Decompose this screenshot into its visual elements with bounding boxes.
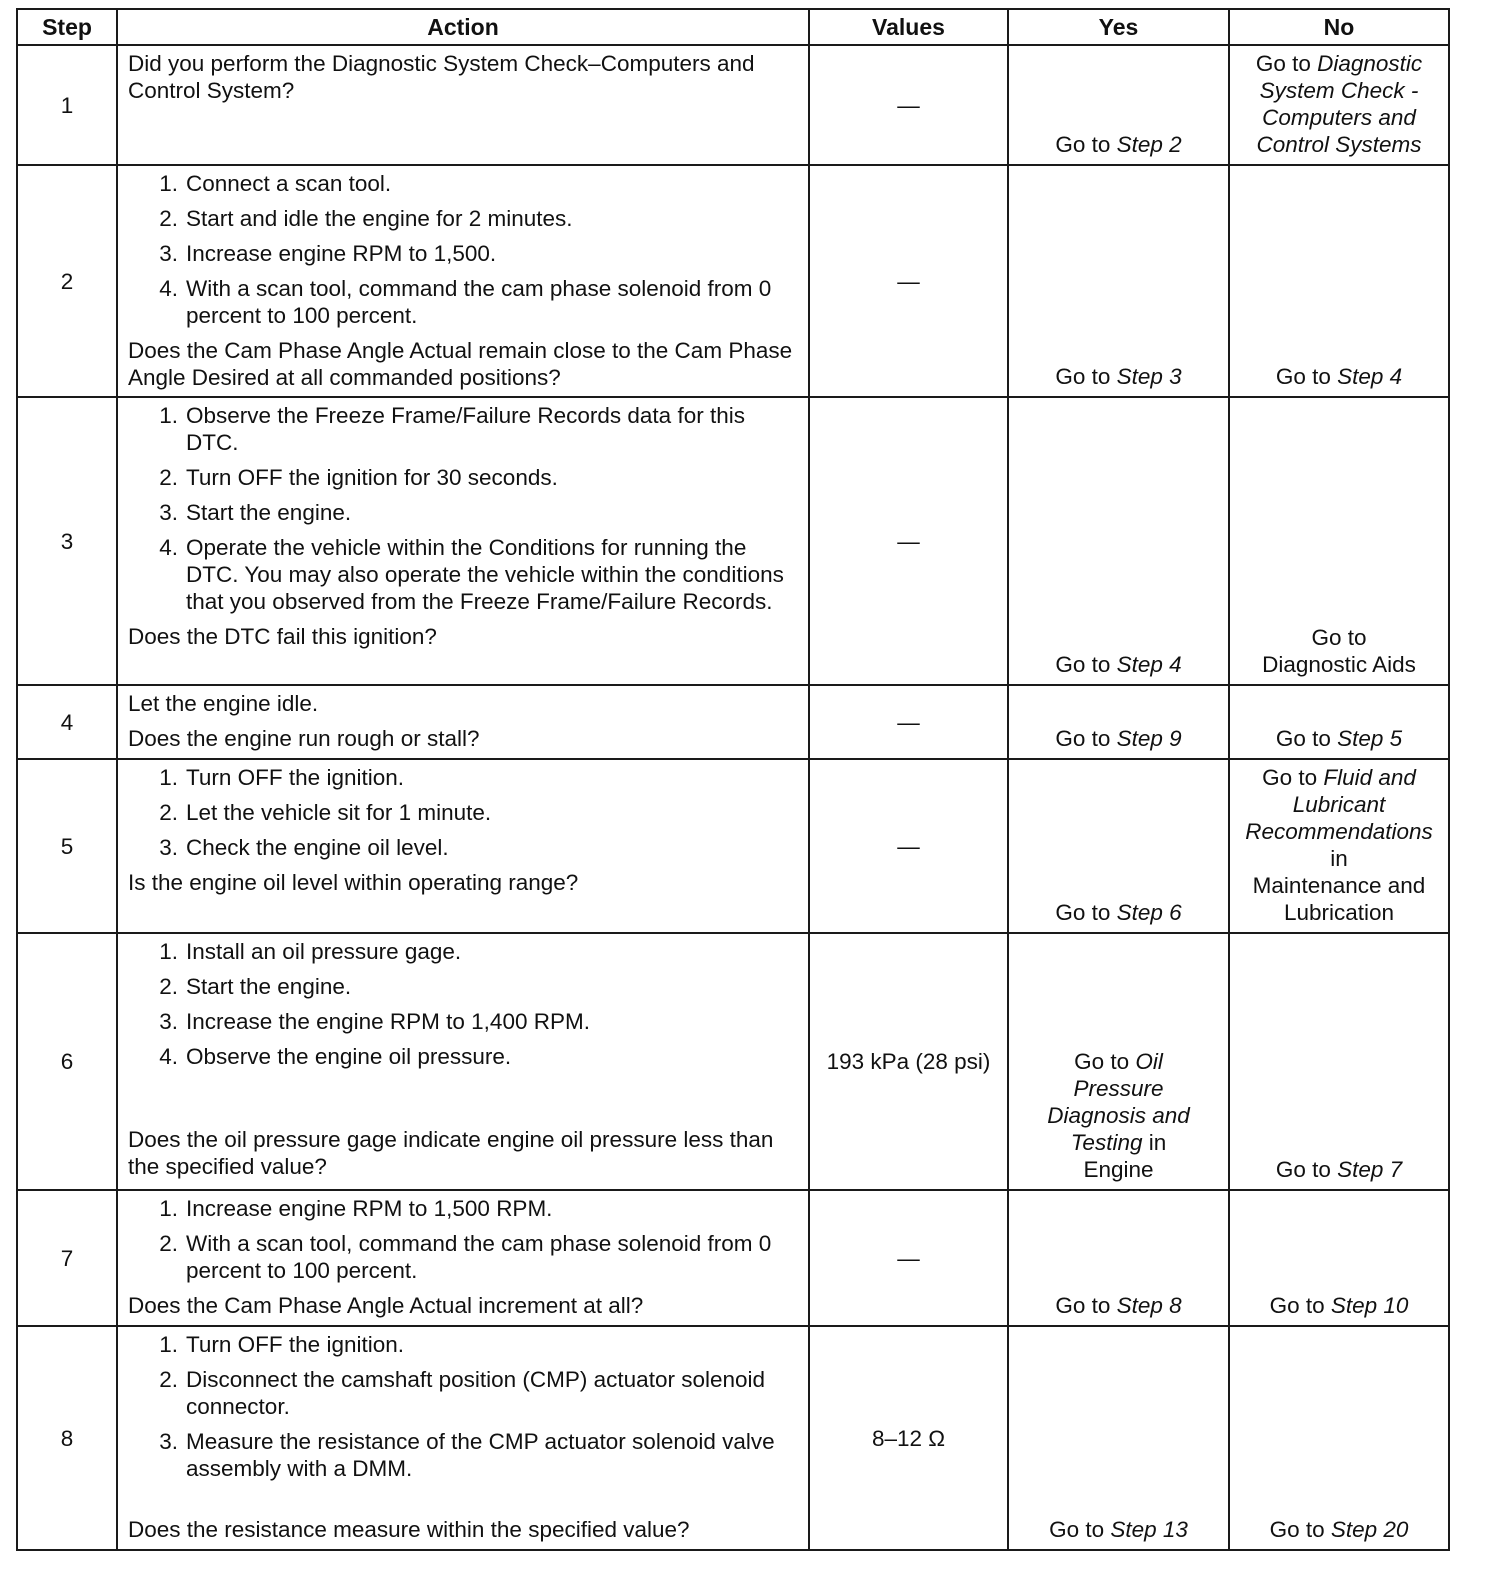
list-item: 2. Start the engine.: [159, 974, 352, 999]
fluid-link[interactable]: Recommendations: [1245, 819, 1433, 844]
yes-cell: [1008, 759, 1229, 933]
action-question: Does the oil pressure gage indicate engine oil pressure less than the specified value?: [128, 1127, 774, 1179]
list-item: 3. Check the engine oil level.: [159, 835, 449, 860]
go-to-text: Go to: [1311, 625, 1367, 650]
action-cell: [117, 759, 809, 933]
yes-cell: [1008, 685, 1229, 759]
yes-cell: [1008, 933, 1229, 1190]
action-question: Does the Cam Phase Angle Actual remain close to the Cam Phase Angle Desired at all commanded positions?: [128, 338, 793, 390]
table-row: [17, 685, 1449, 759]
list-item: 3. Start the engine.: [159, 500, 352, 525]
oil-pressure-link[interactable]: Pressure: [1073, 1076, 1164, 1101]
no-cell: [1229, 397, 1449, 685]
go-to-text: Go to: [1074, 1049, 1130, 1074]
go-to-text: Go to: [1275, 726, 1331, 751]
fluid-link[interactable]: Fluid and: [1323, 765, 1416, 790]
go-to-text: Go to: [1275, 364, 1331, 389]
go-to-text: Go to: [1055, 652, 1111, 677]
yes-cell: [1008, 45, 1229, 165]
no-text: in: [1330, 846, 1348, 871]
go-to-text: Go to: [1055, 364, 1111, 389]
table-row: [17, 759, 1449, 933]
action-cell: [117, 45, 809, 165]
step-number: 2: [17, 165, 117, 397]
no-text: Maintenance and: [1252, 873, 1426, 898]
step-number: 6: [17, 933, 117, 1190]
no-text: Lubrication: [1283, 900, 1395, 925]
values-cell: —: [809, 685, 1008, 759]
step-link[interactable]: Step 3: [1116, 364, 1182, 389]
list-item: 4. With a scan tool, command the cam phase solenoid from 0 percent to 100 percent.: [159, 276, 772, 328]
list-item: 4. Observe the engine oil pressure.: [159, 1044, 512, 1069]
list-item: 1. Observe the Freeze Frame/Failure Records data for this DTC.: [159, 403, 745, 455]
values-cell: 193 kPa (28 psi): [809, 933, 1008, 1190]
values-cell: —: [809, 45, 1008, 165]
step-link[interactable]: Step 13: [1110, 1517, 1188, 1542]
list-item: 3. Increase the engine RPM to 1,400 RPM.: [159, 1009, 590, 1034]
go-to-text: Go to: [1055, 132, 1111, 157]
values-cell: —: [809, 759, 1008, 933]
no-cell: [1229, 1190, 1449, 1326]
list-item: 2. Let the vehicle sit for 1 minute.: [159, 800, 492, 825]
action-question: Does the Cam Phase Angle Actual increment at all?: [128, 1293, 644, 1318]
oil-pressure-link[interactable]: Diagnosis and: [1047, 1103, 1190, 1128]
go-to-text: Go to: [1055, 900, 1111, 925]
header-values: Values: [809, 9, 1008, 45]
oil-pressure-link[interactable]: Testing: [1070, 1130, 1143, 1155]
list-item: 1. Install an oil pressure gage.: [159, 939, 462, 964]
yes-cell: [1008, 165, 1229, 397]
go-to-text: Go to: [1275, 1157, 1331, 1182]
action-cell: [117, 933, 809, 1190]
list-item: 3. Measure the resistance of the CMP actuator solenoid valve assembly with a DMM.: [159, 1429, 775, 1481]
action-question: Is the engine oil level within operating range?: [128, 870, 579, 895]
diagnostic-link[interactable]: Control Systems: [1256, 132, 1422, 157]
action-cell: [117, 165, 809, 397]
action-list: [128, 1195, 798, 1284]
header-no: No: [1229, 9, 1449, 45]
table-row: [17, 397, 1449, 685]
list-item: 3. Increase engine RPM to 1,500.: [159, 241, 497, 266]
table-row: [17, 1190, 1449, 1326]
table-row: [17, 1326, 1449, 1550]
yes-cell: [1008, 1326, 1229, 1550]
action-list: [128, 1331, 798, 1482]
step-link[interactable]: Step 5: [1337, 726, 1403, 751]
header-step: Step: [17, 9, 117, 45]
step-number: 1: [17, 45, 117, 165]
list-item: 2. With a scan tool, command the cam phase solenoid from 0 percent to 100 percent.: [159, 1231, 772, 1283]
table-row: [17, 933, 1449, 1190]
step-number: 5: [17, 759, 117, 933]
no-cell: [1229, 759, 1449, 933]
go-to-text: Go to: [1055, 726, 1111, 751]
action-question: Does the engine run rough or stall?: [128, 726, 480, 751]
header-row: [17, 9, 1449, 45]
no-cell: [1229, 685, 1449, 759]
header-yes: Yes: [1008, 9, 1229, 45]
go-to-text: Go to: [1055, 1293, 1111, 1318]
action-list: [128, 170, 798, 329]
yes-text: Engine: [1083, 1157, 1154, 1182]
go-to-text: Go to: [1262, 765, 1318, 790]
no-cell: [1229, 165, 1449, 397]
fluid-link[interactable]: Lubricant: [1292, 792, 1386, 817]
values-cell: 8–12 Ω: [809, 1326, 1008, 1550]
values-cell: —: [809, 165, 1008, 397]
table-row: [17, 45, 1449, 165]
action-text: Did you perform the Diagnostic System Check–Computers and Control System?: [128, 51, 755, 103]
action-cell: [117, 397, 809, 685]
header-action: Action: [117, 9, 809, 45]
no-cell: [1229, 1326, 1449, 1550]
step-number: 3: [17, 397, 117, 685]
yes-text: in: [1142, 1130, 1167, 1155]
step-link[interactable]: Step 8: [1116, 1293, 1182, 1318]
diagnostic-link[interactable]: Diagnostic: [1317, 51, 1423, 76]
go-to-text: Go to: [1049, 1517, 1105, 1542]
list-item: 4. Operate the vehicle within the Conditions for running the DTC. You may also operate the vehicle within the conditions that you observed from the Freeze Frame/Failure Records.: [159, 535, 784, 614]
go-to-text: Go to: [1269, 1517, 1325, 1542]
step-number: 8: [17, 1326, 117, 1550]
step-number: 4: [17, 685, 117, 759]
step-link[interactable]: Step 4: [1337, 364, 1403, 389]
action-cell: [117, 685, 809, 759]
list-item: 1. Turn OFF the ignition.: [159, 765, 405, 790]
no-cell: [1229, 933, 1449, 1190]
values-cell: —: [809, 1190, 1008, 1326]
action-question: Does the resistance measure within the specified value?: [128, 1517, 690, 1542]
list-item: 1. Turn OFF the ignition.: [159, 1332, 405, 1357]
action-cell: [117, 1190, 809, 1326]
step-link[interactable]: Step 20: [1330, 1517, 1409, 1542]
no-cell: [1229, 45, 1449, 165]
action-list: [128, 938, 798, 1070]
go-to-text: Go to: [1255, 51, 1311, 76]
step-link[interactable]: Step 2: [1116, 132, 1182, 157]
table-row: [17, 165, 1449, 397]
step-link[interactable]: Step 6: [1116, 900, 1182, 925]
yes-cell: [1008, 1190, 1229, 1326]
diagnostic-link[interactable]: System Check -: [1259, 78, 1419, 103]
values-cell: —: [809, 397, 1008, 685]
action-text: Let the engine idle.: [128, 691, 319, 716]
step-link[interactable]: Step 9: [1116, 726, 1182, 751]
list-item: 1. Connect a scan tool.: [159, 171, 392, 196]
list-item: 1. Increase engine RPM to 1,500 RPM.: [159, 1196, 553, 1221]
oil-pressure-link[interactable]: Oil: [1135, 1049, 1163, 1074]
list-item: 2. Start and idle the engine for 2 minutes.: [159, 206, 573, 231]
step-number: 7: [17, 1190, 117, 1326]
yes-cell: [1008, 397, 1229, 685]
list-item: 2. Disconnect the camshaft position (CMP) actuator solenoid connector.: [159, 1367, 766, 1419]
diagnostic-link[interactable]: Computers and: [1262, 105, 1416, 130]
diagnostic-table: [16, 8, 1450, 1551]
list-item: 2. Turn OFF the ignition for 30 seconds.: [159, 465, 558, 490]
action-list: [128, 402, 798, 615]
diagnostic-aids-link[interactable]: Diagnostic Aids: [1262, 652, 1416, 677]
action-question: Does the DTC fail this ignition?: [128, 624, 437, 649]
action-list: [128, 764, 798, 861]
step-link[interactable]: Step 7: [1337, 1157, 1403, 1182]
go-to-text: Go to: [1269, 1293, 1325, 1318]
step-link[interactable]: Step 4: [1116, 652, 1182, 677]
action-cell: [117, 1326, 809, 1550]
step-link[interactable]: Step 10: [1330, 1293, 1409, 1318]
